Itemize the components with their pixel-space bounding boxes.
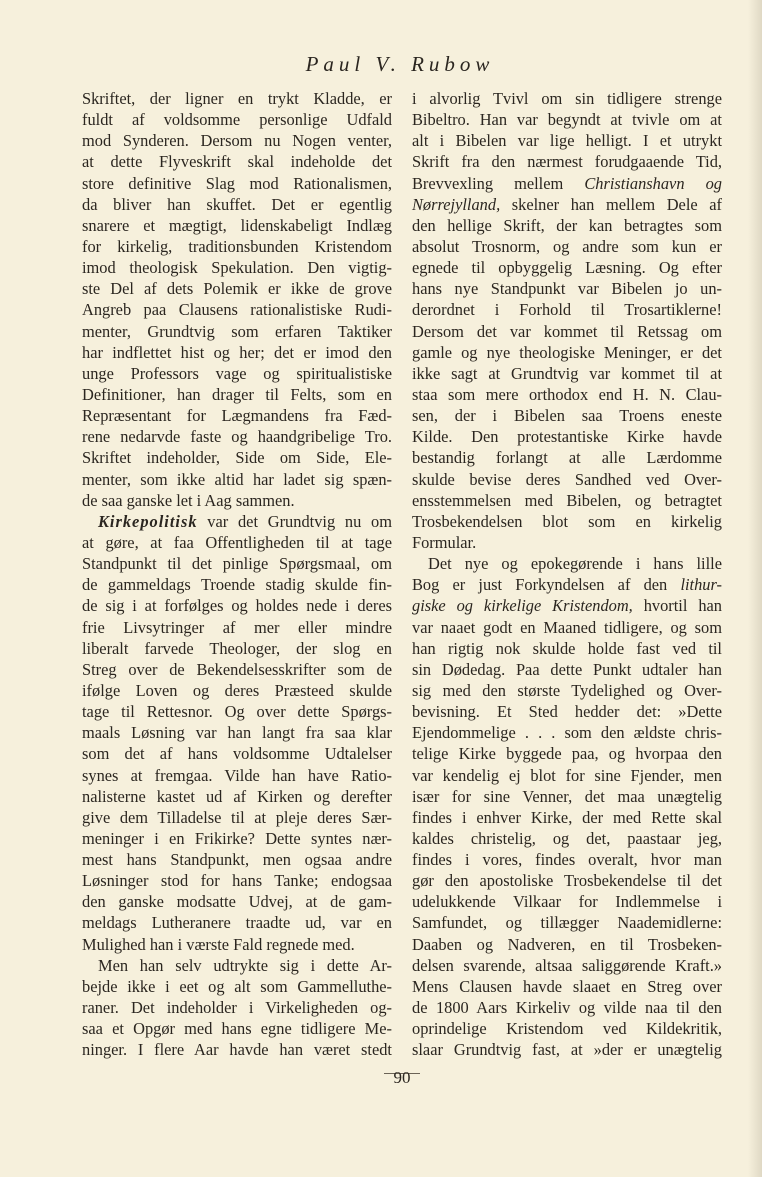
text-line [82, 912, 392, 933]
text-segment: liberalt farvede Theologer, der slog en [82, 638, 392, 658]
text-segment: menter, som ikke altid har ladet sig spæn- [82, 469, 392, 489]
text-segment: give dem Tilladelse til at pleje deres Sær- [82, 807, 392, 827]
text-segment: Ejendommelige . . . som den ældste chris- [412, 723, 722, 743]
text-line [412, 236, 722, 257]
text-segment: saa et Opgør med hans egne tidligere Me- [82, 1019, 392, 1039]
text-segment: maals Løsning var han langt fra saa klar [82, 723, 392, 743]
text-line [82, 299, 392, 320]
text-segment: kaldes christelig, og det, paastaar jeg, [412, 828, 722, 848]
text-segment: Skriftet indeholder, Side om Side, Ele- [82, 448, 392, 468]
text-line [82, 532, 392, 553]
text-line [82, 765, 392, 786]
text-segment: Mens Clausen havde slaaet en Streg over [412, 976, 722, 996]
text-segment: for kirkelig, traditionsbunden Kristendom [82, 236, 392, 256]
text-line [82, 130, 392, 151]
text-line [82, 363, 392, 384]
text-segment: Streg over de Bekendelsesskrifter som de [82, 659, 392, 679]
text-line [82, 490, 392, 511]
text-segment: hans nye Standpunkt var Bibelen jo un- [412, 279, 722, 299]
text-segment: Samfundet, og tillægger Naademidlerne: [412, 913, 722, 933]
text-line [82, 1018, 392, 1039]
text-segment: bejde ikke i eet og alt som Gammelluthe- [82, 976, 392, 996]
text-line [412, 553, 722, 574]
text-line [82, 215, 392, 236]
text-segment: alt i Bibelen var lige helligt. I et utrykt [412, 131, 722, 151]
text-segment: staa som mere orthodox end H. N. Clau- [412, 384, 722, 404]
text-segment: ninger. I flere Aar havde han været stedt [82, 1040, 392, 1060]
text-segment: meldags Lutheranere traadte ud, var en [82, 913, 392, 933]
text-line [412, 321, 722, 342]
text-line [82, 405, 392, 426]
text-segment: de gammeldags Troende stadig skulde fin- [82, 575, 392, 595]
text-line [412, 743, 722, 764]
text-line [82, 1039, 392, 1060]
emphasized-text: giske og kirkelige Kristendom, [412, 596, 633, 616]
text-line [412, 511, 722, 532]
text-segment: Repræsentant for Lægmandens fra Fæd- [82, 406, 392, 426]
text-line [82, 469, 392, 490]
text-segment: udelukkende Vilkaar for Indlemmelse i [412, 892, 722, 912]
text-line [82, 236, 392, 257]
text-line [412, 257, 722, 278]
text-segment: ensstemmelsen med Bibelen, og betragtet [412, 490, 722, 510]
text-line [412, 828, 722, 849]
text-segment: de sig i at forfølges og holdes nede i deres [82, 596, 392, 616]
text-line [412, 384, 722, 405]
text-segment: Angreb paa Clausens rationalistiske Rudi- [82, 300, 392, 320]
text-segment: Skrift fra den nærmest forudgaaende Tid, [412, 152, 722, 172]
text-segment: de saa ganske let i Aag sammen. [82, 490, 295, 510]
text-segment: i alvorlig Tvivl om sin tidligere strenge [412, 89, 722, 108]
text-line [412, 934, 722, 955]
text-segment: raner. Det indeholder i Virkeligheden og- [82, 998, 392, 1018]
text-line [82, 173, 392, 194]
text-segment: derordnet i Forhold til Trosartiklerne! [412, 300, 722, 320]
text-line [412, 194, 722, 215]
text-segment: frie Livsytringer af mer eller mindre [82, 617, 392, 637]
text-line [412, 151, 722, 172]
text-segment: Definitioner, han drager til Felts, som en [82, 384, 392, 404]
text-segment: Det nye og epokegørende i hans lille [428, 554, 722, 574]
text-segment: slaar Grundtvig fast, at »der er unægtelig [412, 1040, 722, 1060]
text-line [412, 215, 722, 236]
text-line [412, 1039, 722, 1060]
text-segment: absolut Trosnorm, og andre som kun er [412, 236, 722, 256]
text-line [82, 321, 392, 342]
text-segment: gør den apostoliske Trosbekendelse til det [412, 871, 722, 891]
text-line [82, 553, 392, 574]
text-segment: den hellige Skrift, der kan betragtes som [412, 215, 722, 235]
text-line [82, 976, 392, 997]
text-line [82, 701, 392, 722]
text-line [412, 638, 722, 659]
text-segment: skulde bevise deres Sandhed ved Over- [412, 469, 722, 489]
text-line [82, 595, 392, 616]
text-line [412, 278, 722, 299]
text-line [412, 469, 722, 490]
text-line [82, 870, 392, 891]
emphasized-text: Christianshavn og [584, 173, 722, 193]
text-line [82, 849, 392, 870]
text-segment: især for sine Venner, det maa unægtelig [412, 786, 722, 806]
text-line [412, 173, 722, 194]
text-segment: ifølge Loven og deres Præsteed skulde [82, 680, 392, 700]
text-line [412, 342, 722, 363]
text-line [412, 532, 722, 553]
text-line [82, 447, 392, 468]
text-line [412, 490, 722, 511]
text-segment: imod theologisk Spekulation. Den vigtig- [82, 258, 392, 278]
text-segment: unge Professors vage og spiritualistiske [82, 363, 392, 383]
text-segment: de 1800 Aars Kirkeliv og vilde naa til den [412, 998, 722, 1018]
text-segment: Skriftet, der ligner en trykt Kladde, er [82, 89, 392, 108]
text-line [82, 828, 392, 849]
text-line [412, 765, 722, 786]
text-segment: Standpunkt til det pinlige Spørgsmaal, om [82, 554, 392, 574]
text-segment: hvortil han [632, 596, 722, 616]
text-line [82, 278, 392, 299]
text-segment: at gøre, at faa Offentligheden til at tage [82, 532, 392, 552]
text-line [412, 130, 722, 151]
text-segment: synes at fremgaa. Vilde han have Ratio- [82, 765, 392, 785]
text-segment: har indflettet hist og her; det er imod den [82, 342, 392, 362]
text-line [412, 849, 722, 870]
emphasized-text: Nørrejylland, [412, 194, 501, 214]
text-line [412, 109, 722, 130]
text-line [82, 997, 392, 1018]
text-line [412, 722, 722, 743]
text-line [412, 891, 722, 912]
text-segment: Mulighed han i værste Fald regnede med. [82, 934, 355, 954]
text-segment: Bibeltro. Han var begyndt at tvivle om at [412, 110, 722, 130]
text-segment: tage til Rettesnor. Og over dette Spørgs- [82, 702, 392, 722]
text-line [82, 384, 392, 405]
text-line [412, 88, 722, 109]
text-segment: Formular. [412, 532, 477, 552]
text-line [412, 595, 722, 616]
text-line [412, 1018, 722, 1039]
text-line [412, 701, 722, 722]
text-line [412, 912, 722, 933]
text-line [412, 680, 722, 701]
text-segment: sig med den største Tydelighed og Over- [412, 680, 722, 700]
text-segment: findes i enhver Kirke, der med Rette skal [412, 807, 722, 827]
text-segment: var naaet godt en Maaned tidligere, og som [412, 617, 722, 637]
page-number: 90 [393, 1068, 411, 1087]
text-line [412, 426, 722, 447]
text-line [82, 88, 392, 109]
text-segment: telige Kirke byggede paa, og hvorpaa den [412, 744, 722, 764]
text-line [412, 617, 722, 638]
text-segment: mest hans Standpunkt, men ogsaa andre [82, 850, 392, 870]
text-segment: som det af hans voldsomme Udtalelser [82, 744, 392, 764]
text-segment: menter, Grundtvig som erfaren Taktiker [82, 321, 392, 341]
text-line [82, 955, 392, 976]
text-segment: store definitive Slag mod Rationalismen, [82, 173, 392, 193]
text-segment: egnede til opbyggelig Læsning. Og efter [412, 258, 722, 278]
text-segment: findes i vores, findes overalt, hvor man [412, 850, 722, 870]
right-column [412, 88, 722, 1060]
text-line [82, 617, 392, 638]
text-segment: ikke sagt at Grundtvig var kommet til at [412, 363, 722, 383]
text-line [82, 722, 392, 743]
text-segment: Brevvexling mellem [412, 173, 585, 193]
text-segment: den ganske modsatte Udvej, at de gam- [82, 892, 392, 912]
text-segment: snarere et mægtigt, lidenskabeligt Indlæg [82, 215, 392, 235]
text-segment: var det Grundtvig nu om [197, 511, 392, 531]
text-line [82, 891, 392, 912]
text-line [412, 405, 722, 426]
text-segment: skelner han mellem Dele af [500, 194, 722, 214]
text-segment: rene nedarvde faste og haandgribelige Tro. [82, 427, 392, 447]
text-segment: mod Synderen. Dersom nu Nogen venter, [82, 131, 392, 151]
text-line [412, 955, 722, 976]
text-segment: Dersom det var kommet til Retssag om [412, 321, 722, 341]
text-line [82, 786, 392, 807]
text-line [82, 426, 392, 447]
text-segment: sin Dødedag. Paa dette Punkt udtaler han [412, 659, 722, 679]
text-segment: Trosbekendelsen blot som en kirkelig [412, 511, 722, 531]
text-line [82, 511, 392, 532]
emphasized-text: Kirkepolitisk [98, 511, 198, 531]
text-line [412, 786, 722, 807]
emphasized-text: lithur- [680, 575, 722, 595]
text-line [412, 574, 722, 595]
text-line [82, 638, 392, 659]
text-line [412, 299, 722, 320]
text-line [82, 934, 392, 955]
text-line [412, 447, 722, 468]
text-segment: Bog er just Forkyndelsen af den [412, 575, 681, 595]
left-column [82, 88, 392, 1060]
text-segment: da bliver han skuffet. Det er egentlig [82, 194, 392, 214]
text-line [412, 997, 722, 1018]
text-segment: Løsninger stod for hans Tanke; endogsaa [82, 871, 392, 891]
text-segment: meninger i en Frikirke? Dette syntes nær- [82, 828, 392, 848]
text-segment: bevisning. Et Sted hedder det: »Dette [412, 702, 722, 722]
page-edge-shadow [748, 0, 762, 1177]
text-line [82, 743, 392, 764]
text-segment: Men han selv udtrykte sig i dette Ar- [98, 955, 392, 975]
text-segment: nalisterne kastet ud af Kirken og derefter [82, 786, 392, 806]
text-segment: var kendelig ej blot for sine Fjender, men [412, 765, 722, 785]
text-segment: delsen svarende, altsaa saliggørende Kraft.» [412, 955, 722, 975]
text-line [82, 807, 392, 828]
text-line [82, 680, 392, 701]
text-line [82, 151, 392, 172]
text-line [412, 363, 722, 384]
running-header: Paul V. Rubow [305, 52, 495, 76]
text-segment: Daaben og Nadveren, en til Trosbeken- [412, 934, 722, 954]
text-segment: gamle og nye theologiske Meninger, er det [412, 342, 722, 362]
text-segment: sen, der i Bibelen saa Troens eneste [412, 406, 722, 426]
text-line [412, 976, 722, 997]
text-segment: ste Del af dets Polemik er ikke de grove [82, 279, 392, 299]
text-line [412, 659, 722, 680]
text-line [82, 109, 392, 130]
text-line [82, 342, 392, 363]
text-segment: at dette Flyveskrift skal indeholde det [82, 152, 392, 172]
text-line [82, 194, 392, 215]
text-segment: oprindelige Kristendom ved Kildekritik, [412, 1019, 722, 1039]
text-line [412, 807, 722, 828]
text-line [82, 659, 392, 680]
text-segment: Kilde. Den protestantiske Kirke havde [412, 427, 722, 447]
text-line [82, 257, 392, 278]
text-line [412, 870, 722, 891]
text-segment: fuldt af voldsomme personlige Udfald [82, 110, 392, 130]
text-segment: bestandig forlangt at alle Lærdomme [412, 448, 722, 468]
text-line [82, 574, 392, 595]
text-segment: han rigtig nok skulde holde fast ved til [412, 638, 722, 658]
